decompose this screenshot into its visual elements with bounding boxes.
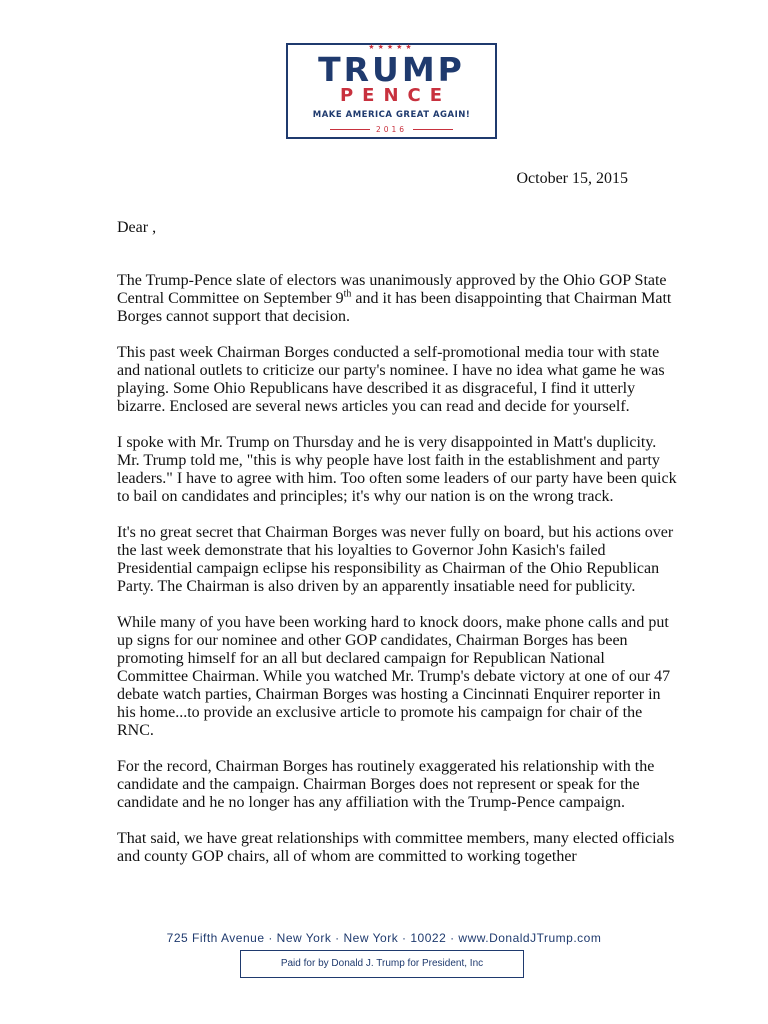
paragraph-1-superscript: th xyxy=(343,288,352,300)
paragraph-1-part-a: The Trump-Pence slate of electors was unanimously approved by the Ohio GOP State Central Committee on September 9 xyxy=(117,272,667,307)
paragraph-4: It's no great secret that Chairman Borges was never fully on board, but his actions over the last week demonstrate that his loyalties to Governor John Kasich's failed Presidential campaign eclipse his responsibility as Chairman of the Ohio Republican Party. The Chairman is also driven by an apparently insatiable need for publicity. xyxy=(117,524,674,595)
letter-body xyxy=(117,272,677,884)
footer-address: 725 Fifth Avenue · New York · New York · 10022 · www.DonaldJTrump.com xyxy=(166,931,602,945)
paragraph-3: I spoke with Mr. Trump on Thursday and he is very disappointed in Matt's duplicity. Mr. Trump told me, "this is why people have lost faith in the establishment and party leaders." I have to agree with him. Too often some leaders of our party have been quick to bail on candidates and principles; it's why our nation is on the wrong track. xyxy=(117,434,677,505)
paragraph-2: This past week Chairman Borges conducted a self-promotional media tour with state and national outlets to criticize our party's nominee. I have no idea what game he was playing. Some Ohio Republicans have described it as disgraceful, I find it utterly bizarre. Enclosed are several news articles you can read and decide for yourself. xyxy=(117,344,665,415)
paragraph-1-part-b: and it has been disappointing that Chairman Matt Borges cannot support that decision. xyxy=(117,290,672,325)
letter-date: October 15, 2015 xyxy=(516,170,628,187)
logo-year: 2016 xyxy=(375,125,408,134)
logo-year-line-right xyxy=(413,129,453,130)
campaign-logo xyxy=(286,43,497,139)
paragraph-1 xyxy=(117,272,677,326)
logo-name-bottom: PENCE xyxy=(339,85,452,106)
logo-name-top: TRUMP xyxy=(318,50,465,89)
logo-slogan: MAKE AMERICA GREAT AGAIN! xyxy=(312,110,471,120)
paid-for-disclaimer: Paid for by Donald J. Trump for President, Inc xyxy=(240,950,524,978)
paragraph-6: For the record, Chairman Borges has routinely exaggerated his relationship with the candidate and the campaign. Chairman Borges does not represent or speak for the candidate and he no longer has any affiliation with the Trump-Pence campaign. xyxy=(117,758,655,811)
paragraph-5: While many of you have been working hard to knock doors, make phone calls and put up signs for our nominee and other GOP candidates, Chairman Borges has been promoting himself for an all but declared campaign for Republican National Committee Chairman. While you watched Mr. Trump's debate victory at one of our 47 debate watch parties, Chairman Borges was hosting a Cincinnati Enquirer reporter in his home...to provide an exclusive article to promote his campaign for chair of the RNC. xyxy=(117,614,671,739)
logo-stars: ★★★★★ xyxy=(368,43,415,51)
letter-salutation: Dear , xyxy=(117,219,157,236)
paragraph-7: That said, we have great relationships with committee members, many elected officials and county GOP chairs, all of whom are committed to working together xyxy=(117,830,675,865)
